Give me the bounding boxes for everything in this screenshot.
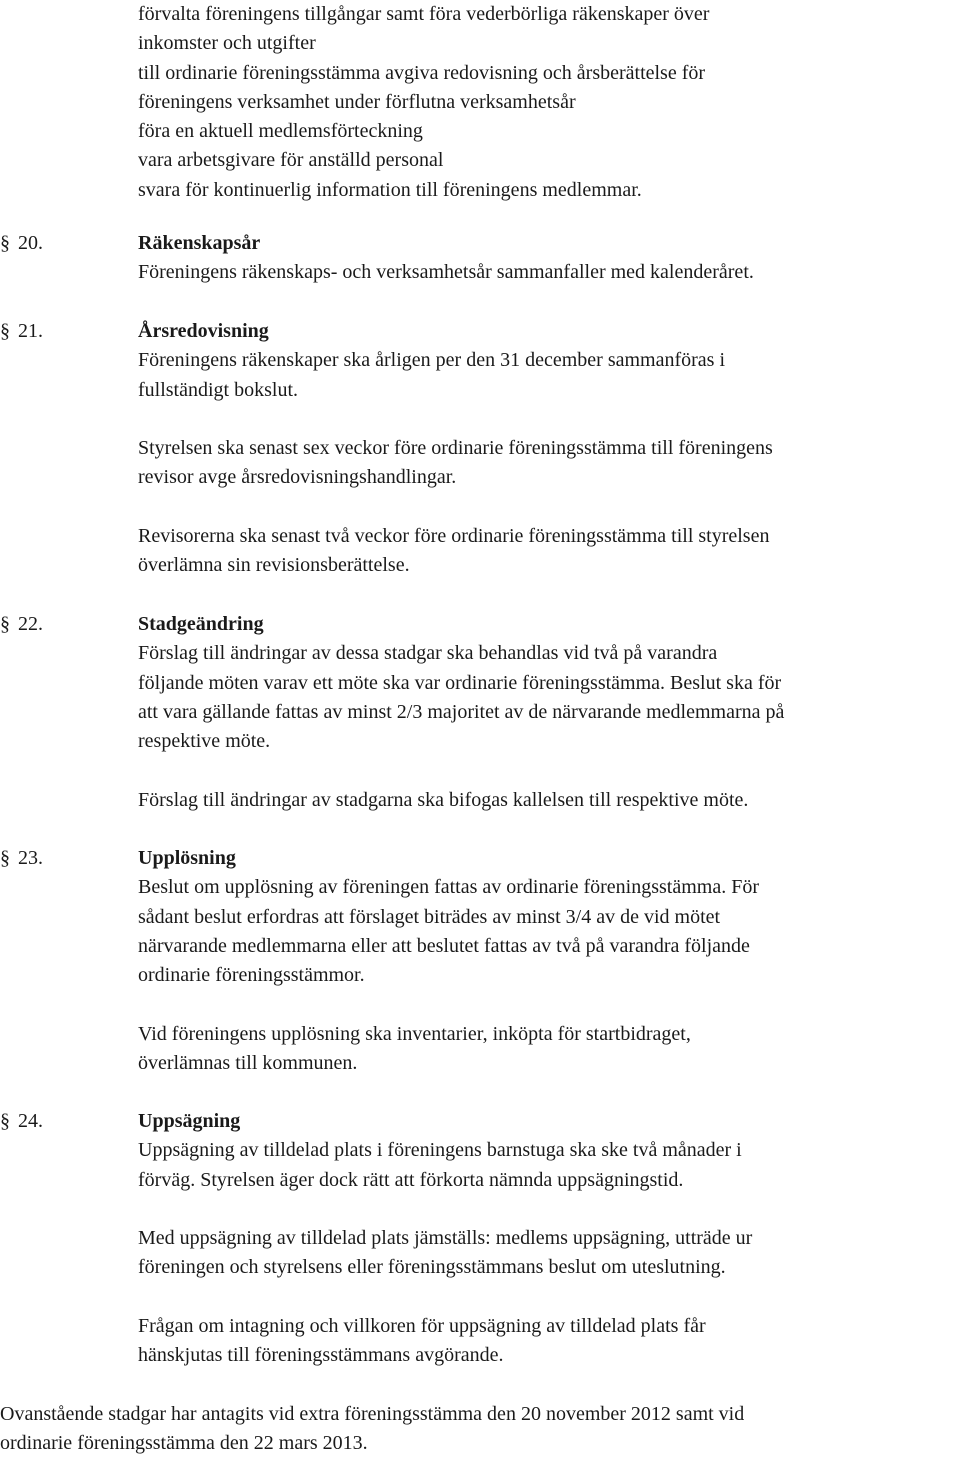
section-symbol: § xyxy=(0,1110,10,1132)
section-23-paragraph-2 xyxy=(138,1020,960,1079)
paragraph-line: Frågan om intagning och villkoren för uppsägning av tilldelad plats får xyxy=(138,1315,706,1337)
section-24 xyxy=(138,1107,960,1195)
intro-list xyxy=(138,0,960,205)
section-symbol: § xyxy=(0,232,10,254)
paragraph-line: Med uppsägning av tilldelad plats jämställs: medlems uppsägning, utträde ur xyxy=(138,1227,753,1249)
intro-line: till ordinarie föreningsstämma avgiva redovisning och årsberättelse för xyxy=(138,61,706,84)
paragraph-line: revisor avge årsredovisningshandlingar. xyxy=(138,466,457,489)
section-number-21 xyxy=(0,317,43,346)
section-number-23 xyxy=(0,844,43,873)
section-number: 22. xyxy=(18,613,43,635)
intro-line: inkomster och utgifter xyxy=(138,32,316,55)
section-title: Årsredovisning xyxy=(138,320,269,342)
section-title: Räkenskapsår xyxy=(138,232,261,254)
paragraph-line: överlämnas till kommunen. xyxy=(138,1052,358,1075)
footer-line: ordinarie föreningsstämma den 22 mars 2013. xyxy=(0,1432,368,1455)
section-symbol: § xyxy=(0,320,10,342)
section-22 xyxy=(138,610,960,756)
section-title: Stadgeändring xyxy=(138,613,264,635)
section-21-paragraph-2 xyxy=(138,434,960,493)
adoption-statement xyxy=(0,1400,960,1459)
paragraph-line: föreningen och styrelsens eller föreningsstämmans beslut om uteslutning. xyxy=(138,1256,726,1279)
section-number: 21. xyxy=(18,320,43,342)
section-symbol: § xyxy=(0,613,10,635)
paragraph-line: närvarande medlemmarna eller att beslutet fattas av två på varandra följande xyxy=(138,934,750,957)
paragraph-line: Vid föreningens upplösning ska inventarier, inköpta för startbidraget, xyxy=(138,1023,691,1045)
section-21 xyxy=(138,317,960,405)
section-24-paragraph-3 xyxy=(138,1312,960,1371)
paragraph-line: att vara gällande fattas av minst 2/3 majoritet av de närvarande medlemmarna på xyxy=(138,700,785,723)
paragraph-line: sådant beslut erfordras att förslaget biträdes av minst 3/4 av de vid mötet xyxy=(138,905,721,928)
section-number: 24. xyxy=(18,1110,43,1132)
section-number: 20. xyxy=(18,232,43,254)
paragraph-line: Förslag till ändringar av dessa stadgar ska behandlas vid två på varandra xyxy=(138,642,718,665)
paragraph-line: Föreningens räkenskaper ska årligen per den 31 december sammanföras i xyxy=(138,349,726,372)
intro-line: föra en aktuell medlemsförteckning xyxy=(138,120,423,143)
section-number-20 xyxy=(0,229,43,258)
paragraph-line: fullständigt bokslut. xyxy=(138,378,298,401)
footer-line: Ovanstående stadgar har antagits vid extra föreningsstämma den 20 november 2012 samt vid xyxy=(0,1403,745,1425)
paragraph-line: respektive möte. xyxy=(138,730,271,753)
paragraph-line: hänskjutas till föreningsstämmans avgörande. xyxy=(138,1344,504,1367)
section-number-22 xyxy=(0,610,43,639)
section-24-paragraph-2 xyxy=(138,1224,960,1283)
paragraph-line: Revisorerna ska senast två veckor före ordinarie föreningsstämma till styrelsen xyxy=(138,525,770,547)
intro-line: förvalta föreningens tillgångar samt föra vederbörliga räkenskaper över xyxy=(138,3,710,25)
paragraph-line: förväg. Styrelsen äger dock rätt att förkorta nämnda uppsägningstid. xyxy=(138,1168,684,1191)
paragraph-line: Styrelsen ska senast sex veckor före ordinarie föreningsstämma till föreningens xyxy=(138,437,773,459)
section-20 xyxy=(138,229,960,288)
paragraph-line: Uppsägning av tilldelad plats i föreningens barnstuga ska ske två månader i xyxy=(138,1139,742,1162)
section-title: Uppsägning xyxy=(138,1110,241,1132)
paragraph-line: följande möten varav ett möte ska var ordinarie föreningsstämma. Beslut ska för xyxy=(138,671,782,694)
section-number-24 xyxy=(0,1107,43,1136)
intro-line: vara arbetsgivare för anställd personal xyxy=(138,149,444,172)
section-symbol: § xyxy=(0,847,10,869)
intro-line: svara för kontinuerlig information till föreningens medlemmar. xyxy=(138,178,642,201)
paragraph-line: Föreningens räkenskaps- och verksamhetsår sammanfaller med kalenderåret. xyxy=(138,261,754,284)
paragraph-line: överlämna sin revisionsberättelse. xyxy=(138,554,410,577)
paragraph-line: ordinarie föreningsstämmor. xyxy=(138,964,365,987)
intro-line: föreningens verksamhet under förflutna verksamhetsår xyxy=(138,90,576,113)
section-23 xyxy=(138,844,960,990)
section-21-paragraph-3 xyxy=(138,522,960,581)
paragraph-line: Beslut om upplösning av föreningen fattas av ordinarie föreningsstämma. För xyxy=(138,876,759,899)
section-22-paragraph-2 xyxy=(138,786,960,815)
paragraph-line: Förslag till ändringar av stadgarna ska bifogas kallelsen till respektive möte. xyxy=(138,789,749,811)
section-number: 23. xyxy=(18,847,43,869)
section-title: Upplösning xyxy=(138,847,236,869)
